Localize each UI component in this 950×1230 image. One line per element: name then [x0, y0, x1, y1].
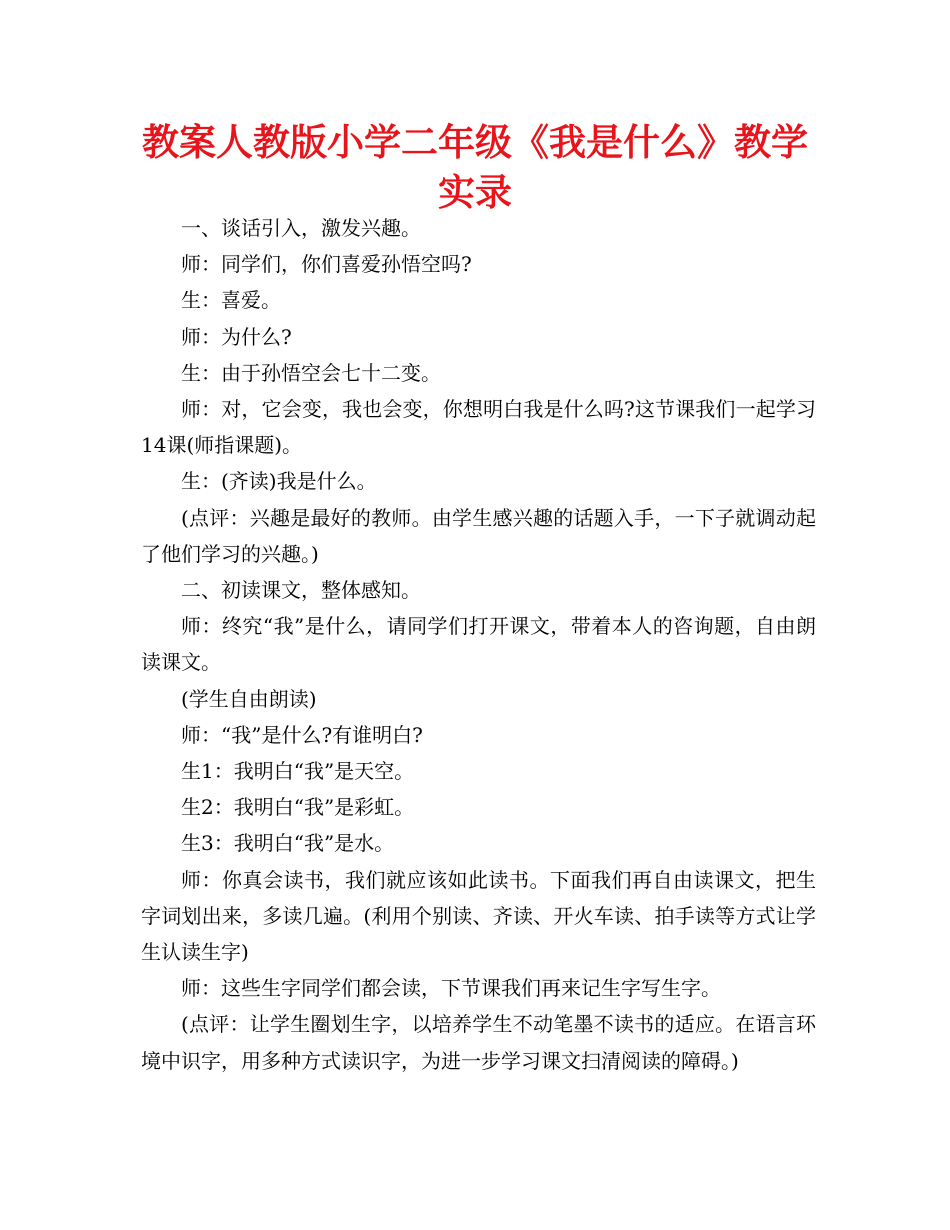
paragraph: 一、谈话引入，激发兴趣。: [181, 216, 421, 240]
document-title: 教案人教版小学二年级《我是什么》教学实录: [142, 121, 808, 214]
paragraph: 生：由于孙悟空会七十二变。: [181, 360, 441, 385]
paragraph: 二、初读课文，整体感知。: [181, 578, 421, 603]
document-body: [141, 210, 816, 1079]
paragraph: 生2：我明白“我”是彩虹。: [181, 795, 415, 820]
paragraph: 生：喜爱。: [181, 288, 281, 313]
paragraph: 生1：我明白“我”是天空。: [181, 759, 415, 784]
paragraph: 师：同学们，你们喜爱孙悟空吗?: [181, 252, 472, 277]
paragraph: 师：终究“我”是什么，请同学们打开课文，带着本人的咨询题，自由朗读课文。: [141, 614, 816, 675]
paragraph: 生3：我明白“我”是水。: [181, 831, 395, 856]
paragraph: 师：为什么?: [181, 324, 292, 349]
paragraph: 师：你真会读书，我们就应该如此读书。下面我们再自由读课文，把生字词划出来，多读几遍。(利用个别读、齐读、开火车读、拍手读等方式让学生认读生字): [141, 867, 816, 965]
paragraph: (学生自由朗读): [181, 686, 317, 711]
paragraph: (点评：让学生圈划生字，以培养学生不动笔墨不读书的适应。在语言环境中识字，用多种方式读识字，为进一步学习课文扫清阅读的障碍。): [141, 1012, 816, 1073]
paragraph: 师：对，它会变，我也会变，你想明白我是什么吗?这节课我们一起学习14课(师指课题)。: [141, 397, 816, 458]
paragraph: 师：“我”是什么?有谁明白?: [181, 722, 423, 747]
paragraph: 生：(齐读)我是什么。: [181, 469, 377, 494]
paragraph: (点评：兴趣是最好的教师。由学生感兴趣的话题入手，一下子就调动起了他们学习的兴趣。): [141, 505, 816, 566]
paragraph: 师：这些生字同学们都会读，下节课我们再来记生字写生字。: [181, 976, 721, 1001]
